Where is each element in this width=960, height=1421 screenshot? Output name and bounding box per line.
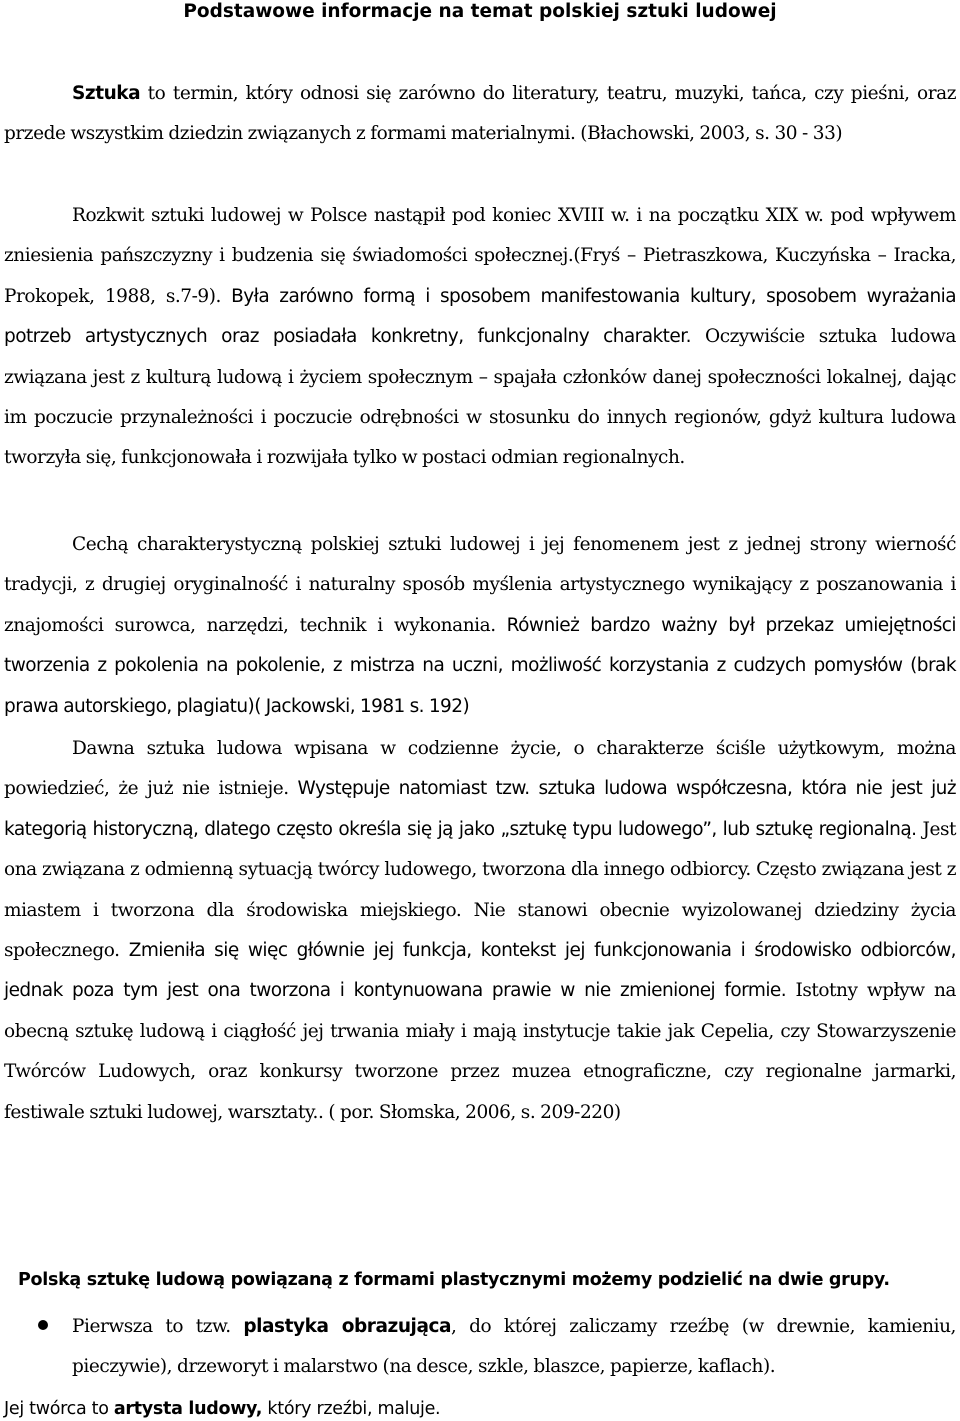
paragraph-4-part1: Dawna sztuka ludowa wpisana w codzienne życie, o charakterze ściśle użytkowym, można powiedzieć, że już nie istnieje. <box>4 738 956 800</box>
paragraph-2-part1: Rozkwit sztuki ludowej w Polsce nastąpił pod koniec XVIII w. i na początku XIX w. pod wpływem zniesienia pańszczyzny i budzenia się świadomości społecznej <box>4 205 956 267</box>
paragraph-4-part4: Zmieniła się więc głównie jej funkcja, kontekst jej funkcjonowania i środowisko odbiorców, jednak poza tym jest ona tworzona i kontynuowana prawie w nie zmienionej formie. <box>4 940 956 1002</box>
bullet-item-1-post: , do której zaliczamy rzeźbę (w drewnie, kamieniu, pieczywie), drzeworyt i malarstwo (na desce, szkle, blaszce, papierze, kaflach). <box>72 1316 956 1378</box>
closing-line-pre: Jej twórca to <box>4 1399 114 1419</box>
closing-line-post: który rzeźbi, maluje. <box>262 1399 441 1419</box>
paragraph-1-text: to termin, który odnosi się zarówno do literatury, teatru, muzyki, tańca, czy pieśni, oraz przede wszystkim dziedzin związanych z formami materialnymi. (Błachowski, 2003, s. 30 - 33) <box>4 83 956 145</box>
paragraph-3-part2: Również bardzo ważny był przekaz umiejętności tworzenia z pokolenia na pokolenie, z mistrza na uczni, możliwość korzystania z cudzych pomysłów (brak prawa autorskiego, plagiatu)( Jackowski, 1981 s. 192) <box>4 614 956 717</box>
closing-line-bold: artysta ludowy, <box>113 1399 263 1419</box>
paragraph-2-part3: Była zarówno formą i sposobem manifestowania kultury, sposobem wyrażania potrzeb artystycznych oraz posiadała konkretny, funkcjonalny charakter. <box>4 285 957 348</box>
paragraph-4 <box>4 729 956 1133</box>
paragraph-4-part2: Występuje natomiast tzw. sztuka ludowa współczesna, która nie jest już kategorią historyczną, dlatego często określa się ją jako „sztukę typu ludowego”, lub sztukę regionalną. <box>4 778 956 840</box>
paragraph-1 <box>4 74 956 155</box>
bullet-item-1 <box>72 1307 956 1388</box>
paragraph-3 <box>4 525 956 727</box>
paragraph-2-part4: Oczywiście sztuka ludowa związana jest z kulturą ludową i życiem społecznym – spajała członków danej społeczności lokalnej, dając im poczucie przynależności i poczucie odrębności w stosunku do innych regionów, gdyż kultura ludowa tworzyła się, funkcjonowała i rozwijała tylko w postaci odmian regionalnych. <box>4 326 956 469</box>
closing-line <box>4 1397 440 1421</box>
bullet-item-1-pre: Pierwsza to tzw. <box>72 1316 244 1337</box>
paragraph-4-part5: Istotny wpływ na obecną sztukę ludową i ciągłość jej trwania miały i mają instytucje takie jak Cepelia, czy Stowarzyszenie Twórców Ludowych, oraz konkursy tworzone przez muzea etnograficzne, czy regionalne jarmarki, festiwale sztuki ludowej, warsztaty <box>4 980 957 1123</box>
paragraph-2-part2: .(Fryś – Pietraszkowa, Kuczyńska – Iracka, Prokopek, 1988, s.7-9). <box>4 245 957 307</box>
bold-term-sztuka: Sztuka <box>72 83 141 104</box>
section-heading: Polską sztukę ludową powiązaną z formami plastycznymi możemy podzielić na dwie grupy. <box>18 1270 890 1290</box>
paragraph-2 <box>4 196 956 479</box>
document-title: Podstawowe informacje na temat polskiej sztuki ludowej <box>183 1 777 22</box>
paragraph-3-part1: Cechą charakterystyczną polskiej sztuki ludowej i jej fenomenem jest z jednej strony wierność tradycji, z drugiej oryginalność i naturalny sposób myślenia artystycznego wynikający z poszanowania i znajomości surowca, narzędzi, technik i wykonania. <box>4 534 956 636</box>
bullet-icon <box>38 1320 48 1330</box>
paragraph-4-part6: .. ( por. Słomska, 2006, s. 209-220) <box>312 1101 621 1123</box>
bullet-item-1-bold: plastyka obrazująca <box>243 1316 452 1337</box>
paragraph-4-part3: Jest ona związana z odmienną sytuacją twórcy ludowego, tworzona dla innego odbiorcy. Często związana jest z miastem i tworzona dla środowiska miejskiego. Nie stanowi obecnie wyizolowanej dziedziny życia społecznego. <box>4 818 956 962</box>
